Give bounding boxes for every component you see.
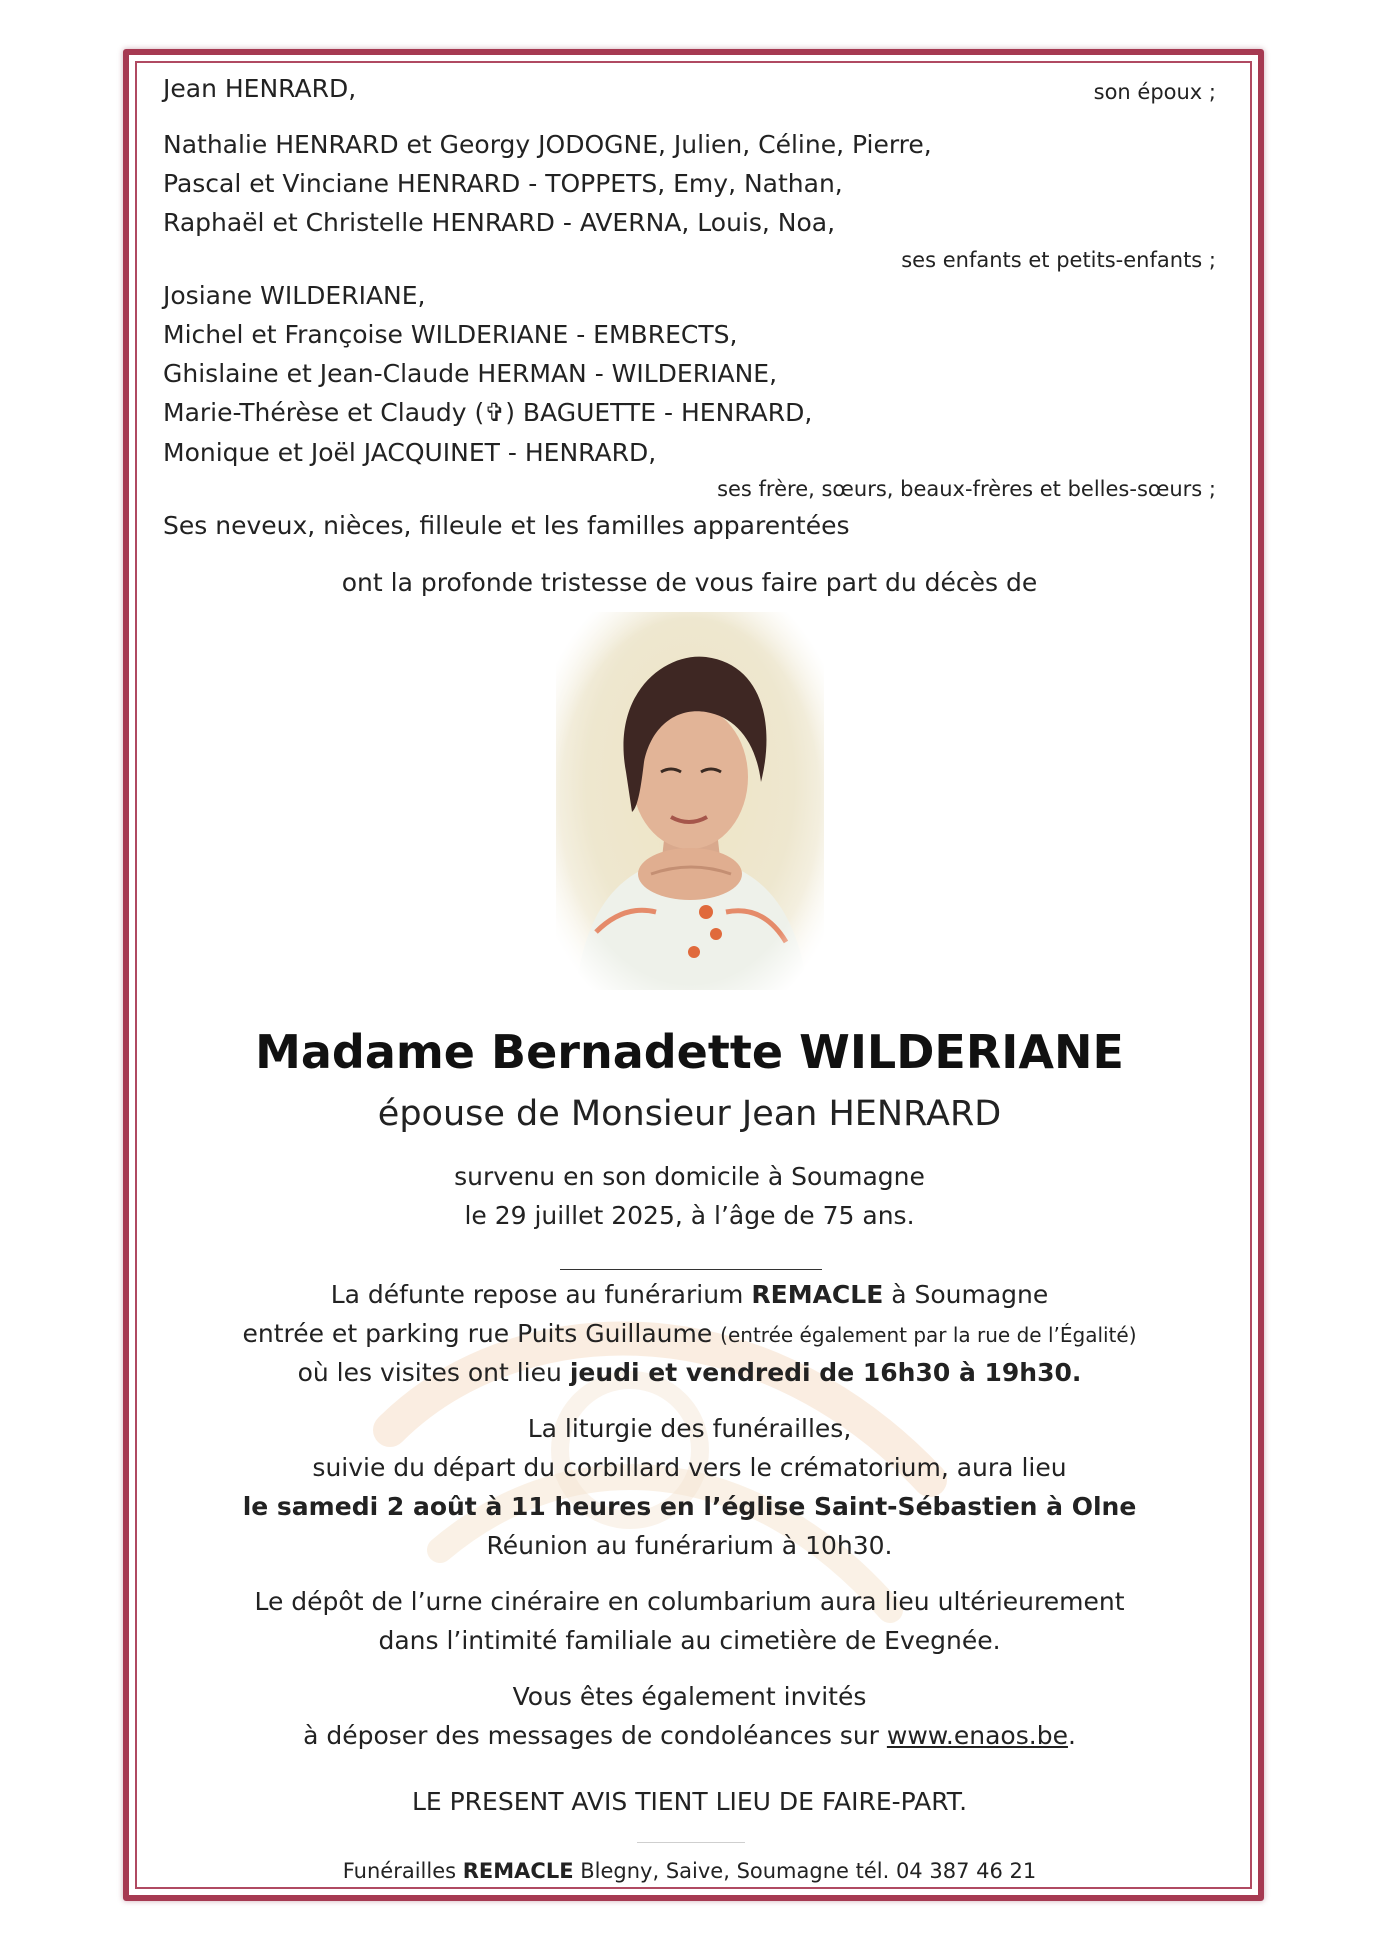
funeral-date-place: le samedi 2 août à 11 heures en l’église Saint-Sébastien à Olne <box>242 1492 1137 1521</box>
visitation-line-3 <box>163 1356 1216 1390</box>
death-place: survenu en son domicile à Soumagne <box>454 1162 925 1191</box>
footer-contact: Blegny, Saive, Soumagne tél. 04 387 46 21 <box>573 1859 1037 1883</box>
entrance-note: (entrée également par la rue de l’Égalité) <box>720 1323 1137 1347</box>
sibling-line-2: Michel et Françoise WILDERIANE - EMBRECTS, <box>163 320 738 349</box>
funeral-line-2: suivie du départ du corbillard vers le crématorium, aura lieu <box>312 1453 1067 1482</box>
condolences-period: . <box>1067 1721 1076 1750</box>
funeral-home-name: REMACLE <box>751 1280 884 1309</box>
siblings-relation: ses frère, sœurs, beaux-frères et belles-sœurs ; <box>717 477 1216 501</box>
funeral-line-3 <box>163 1490 1216 1524</box>
sibling-line-1: Josiane WILDERIANE, <box>163 281 426 310</box>
portrait-illustration <box>556 612 824 990</box>
children-line-2: Pascal et Vinciane HENRARD - TOPPETS, Emy, Nathan, <box>163 169 843 198</box>
sibling-line-4: Marie-Thérèse et Claudy (✞) BAGUETTE - HENRARD, <box>163 398 813 427</box>
funeral-line-1: La liturgie des funérailles, <box>527 1414 852 1443</box>
deceased-spouse-line: épouse de Monsieur Jean HENRARD <box>377 1094 1002 1134</box>
sibling-line-3: Ghislaine et Jean-Claude HERMAN - WILDERIANE, <box>163 359 778 388</box>
footer-brand: REMACLE <box>462 1859 574 1883</box>
urn-line-1: Le dépôt de l’urne cinéraire en columbarium aura lieu ultérieurement <box>254 1587 1125 1616</box>
deceased-name: Madame Bernadette WILDERIANE <box>255 1025 1124 1079</box>
extended-family: Ses neveux, nièces, filleule et les familles apparentées <box>163 511 850 540</box>
spouse-relation: son époux ; <box>1093 80 1216 104</box>
children-relation: ses enfants et petits-enfants ; <box>901 248 1216 272</box>
announcement-text: ont la profonde tristesse de vous faire part du décès de <box>341 568 1038 597</box>
notice-text: LE PRESENT AVIS TIENT LIEU DE FAIRE-PART. <box>411 1787 968 1816</box>
urn-line-2: dans l’intimité familiale au cimetière de Evegnée. <box>378 1626 1001 1655</box>
section-divider <box>560 1269 822 1270</box>
portrait-photo <box>556 612 824 990</box>
condolences-link[interactable]: www.enaos.be <box>886 1721 1068 1750</box>
children-line-1: Nathalie HENRARD et Georgy JODOGNE, Julien, Céline, Pierre, <box>163 130 932 159</box>
condolences-line-1: Vous êtes également invités <box>512 1682 867 1711</box>
children-line-3: Raphaël et Christelle HENRARD - AVERNA, Louis, Noa, <box>163 208 836 237</box>
condolences-text: à déposer des messages de condoléances sur <box>303 1721 887 1750</box>
visit-hours: jeudi et vendredi de 16h30 à 19h30. <box>569 1358 1082 1387</box>
entrance-text: entrée et parking rue Puits Guillaume <box>242 1319 721 1348</box>
footer <box>163 1856 1216 1886</box>
visitation-line-1 <box>163 1278 1216 1312</box>
sibling-line-5: Monique et Joël JACQUINET - HENRARD, <box>163 438 657 467</box>
visitation-text: La défunte repose au funérarium <box>330 1280 752 1309</box>
condolences-line-2 <box>163 1719 1216 1753</box>
visit-hours-label: où les visites ont lieu <box>297 1358 570 1387</box>
death-date-age: le 29 juillet 2025, à l’âge de 75 ans. <box>464 1201 915 1230</box>
footer-text: Funérailles <box>342 1859 463 1883</box>
visitation-town: à Soumagne <box>883 1280 1049 1309</box>
footer-divider <box>637 1842 745 1843</box>
visitation-line-2 <box>163 1317 1216 1352</box>
spouse-name: Jean HENRARD, <box>163 74 357 103</box>
funeral-line-4: Réunion au funérarium à 10h30. <box>486 1531 893 1560</box>
